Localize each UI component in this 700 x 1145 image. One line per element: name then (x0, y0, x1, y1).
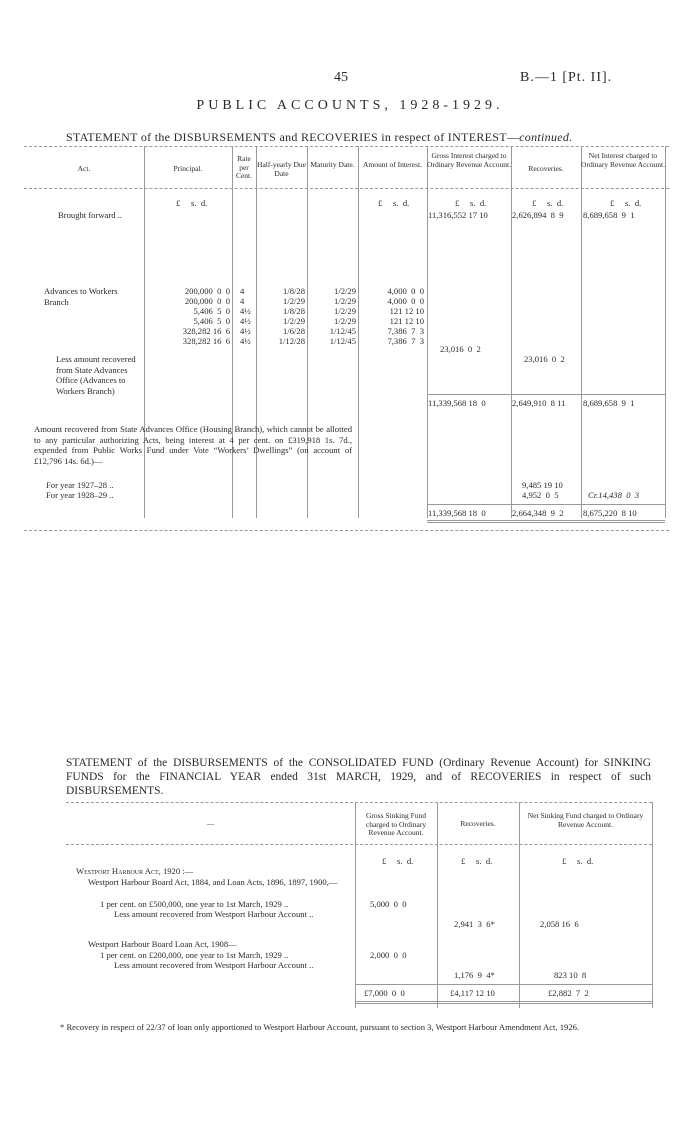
sub-act-heading: Westport Harbour Board Loan Act, 1908— (88, 939, 237, 949)
less-recoveries: 23,016 0 2 (524, 354, 565, 364)
lsd-label: £ s. d. (176, 198, 208, 208)
year-label: For year 1928–29 .. (46, 490, 114, 500)
total-recoveries: 2,664,348 9 2 (512, 508, 564, 518)
rate-value: 4 (240, 296, 245, 306)
subtotal-gross: 11,339,568 18 0 (428, 398, 486, 408)
lsd-label: £ s. d. (610, 198, 642, 208)
total-recoveries: £4,117 12 10 (450, 988, 495, 998)
maturity-column (309, 286, 356, 346)
less2-recoveries: 1,176 9 4* (454, 970, 495, 980)
col-act: Act. (77, 164, 91, 173)
brought-forward-recoveries: 2,626,894 8 9 (512, 210, 564, 220)
due-value: 1/2/29 (283, 296, 305, 306)
lsd-label: £ s. d. (382, 856, 414, 866)
less-line: Less amount recovered from Westport Harbour Account .. (114, 960, 314, 970)
due-value: 1/2/29 (283, 316, 305, 326)
total-gross: 11,339,568 18 0 (428, 508, 486, 518)
interest-value: 121 12 10 (389, 306, 424, 316)
subtotal-net: 8,689,658 9 1 (583, 398, 635, 408)
less2-net: 823 10 8 (554, 970, 587, 980)
less1-recoveries: 2,941 3 6* (454, 919, 495, 929)
year2-net: Cr.14,438 0 3 (588, 490, 640, 500)
principal-column (146, 286, 230, 346)
rate-value: 4½ (240, 306, 251, 316)
item1-gross: 5,000 0 0 (370, 899, 407, 909)
less1-net: 2,058 16 6 (540, 919, 579, 929)
col-gross: Gross Interest charged to Ordinary Revenue Account. (427, 151, 511, 169)
rate-value: 4½ (240, 316, 251, 326)
total-net-sinking: £2,882 7 2 (548, 988, 589, 998)
page-title: PUBLIC ACCOUNTS, 1928-1929. (196, 98, 504, 113)
lsd-label: £ s. d. (532, 198, 564, 208)
col-rate: Rate per Cent. (235, 154, 253, 180)
principal-value: 200,000 0 0 (184, 296, 230, 306)
col-due-date: Half-yearly Due Date (257, 160, 306, 178)
statement1-heading: STATEMENT of the DISBURSEMENTS and RECOVERIES in respect of INTEREST—continued. (66, 130, 573, 144)
due-value: 1/8/28 (283, 306, 305, 316)
total-net: 8,675,220 8 10 (583, 508, 637, 518)
advances-label: Advances to Workers Branch (44, 286, 118, 307)
col-blank: — (206, 819, 215, 828)
rate-column (240, 286, 254, 346)
subtotal-recoveries: 2,649,910 8 11 (512, 398, 566, 408)
col-recoveries: Recoveries. (460, 819, 496, 828)
col-maturity: Maturity Date. (310, 160, 355, 169)
lsd-label: £ s. d. (378, 198, 410, 208)
due-column (258, 286, 305, 346)
principal-value: 328,282 16 6 (182, 326, 230, 336)
year-label: For year 1927–28 .. (46, 480, 114, 490)
col-interest: Amount of Interest. (363, 160, 422, 169)
maturity-value: 1/2/29 (334, 296, 356, 306)
lsd-label: £ s. d. (455, 198, 487, 208)
col-recoveries: Recoveries. (528, 164, 564, 173)
brought-forward-gross: 11,316,552 17 10 (428, 210, 488, 220)
maturity-value: 1/2/29 (334, 316, 356, 326)
statement2-heading: STATEMENT of the DISBURSEMENTS of the CONSOLIDATED FUND (Ordinary Revenue Account) for SINKING FUNDS for the FINANCIAL YEAR ended 31st MARCH, 1929, and of RECOVERIES in respect of such DISBURSEMENTS. (66, 757, 651, 797)
brought-forward-label: Brought forward .. (58, 210, 122, 220)
col-net-sinking: Net Sinking Fund charged to Ordinary Revenue Account. (527, 811, 644, 829)
maturity-value: 1/2/29 (334, 306, 356, 316)
col-principal: Principal. (173, 164, 203, 173)
interest-value: 7,386 7 3 (387, 326, 424, 336)
act-heading: Westport Harbour Act, 1920 :— (76, 866, 194, 876)
less-label: Less amount recovered from State Advances Office (Advances to Workers Branch) (56, 354, 136, 396)
item2-gross: 2,000 0 0 (370, 950, 407, 960)
due-value: 1/8/28 (283, 286, 305, 296)
interest-value: 7,386 7 3 (387, 336, 424, 346)
lsd-label: £ s. d. (461, 856, 493, 866)
less-line: Less amount recovered from Westport Harbour Account .. (114, 909, 314, 919)
total-gross-sinking: £7,000 0 0 (364, 988, 405, 998)
principal-value: 328,282 16 6 (182, 336, 230, 346)
item-line: 1 per cent. on £500,000, one year to 1st March, 1929 .. (100, 899, 289, 909)
document-reference: B.—1 [Pt. II]. (520, 70, 613, 85)
rate-value: 4 (240, 286, 245, 296)
principal-value: 5,406 5 0 (193, 306, 230, 316)
maturity-value: 1/12/45 (329, 336, 356, 346)
principal-value: 200,000 0 0 (184, 286, 230, 296)
due-value: 1/6/28 (283, 326, 305, 336)
footnote: * Recovery in respect of 22/37 of loan only apportioned to Westport Harbour Account, pursuant to section 3, Westport Harbour Amendment Act, 1926. (60, 1022, 580, 1032)
interest-value: 4,000 0 0 (387, 296, 424, 306)
col-gross-sinking: Gross Sinking Fund charged to Ordinary Revenue Account. (365, 811, 427, 837)
brought-forward-net: 8,689,658 9 1 (583, 210, 635, 220)
interest-value: 121 12 10 (389, 316, 424, 326)
sub-act-heading: Westport Harbour Board Act, 1884, and Loan Acts, 1896, 1897, 1900,— (88, 877, 338, 887)
advances-gross-total: 23,016 0 2 (440, 344, 481, 354)
maturity-value: 1/12/45 (329, 326, 356, 336)
maturity-value: 1/2/29 (334, 286, 356, 296)
year2-recoveries: 4,952 0 5 (522, 490, 559, 500)
due-value: 1/12/28 (278, 336, 305, 346)
page-number: 45 (334, 70, 348, 85)
col-net: Net Interest charged to Ordinary Revenue Account. (581, 151, 665, 169)
interest-column (360, 286, 424, 346)
lsd-label: £ s. d. (562, 856, 594, 866)
year1-recoveries: 9,485 19 10 (522, 480, 563, 490)
principal-value: 5,406 5 0 (193, 316, 230, 326)
rate-value: 4½ (240, 336, 251, 346)
rate-value: 4½ (240, 326, 251, 336)
item-line: 1 per cent. on £200,000, one year to 1st March, 1929 .. (100, 950, 289, 960)
interest-value: 4,000 0 0 (387, 286, 424, 296)
housing-note: Amount recovered from State Advances Office (Housing Branch), which cannot be allotted to any particular authorizing Acts, being interest at 4 per cent. on £319,918 1s. 7d., expended from Public Works Fund under Vote “Workers’ Dwellings” (on account of £12,796 14s. 6d.)— (34, 424, 352, 466)
